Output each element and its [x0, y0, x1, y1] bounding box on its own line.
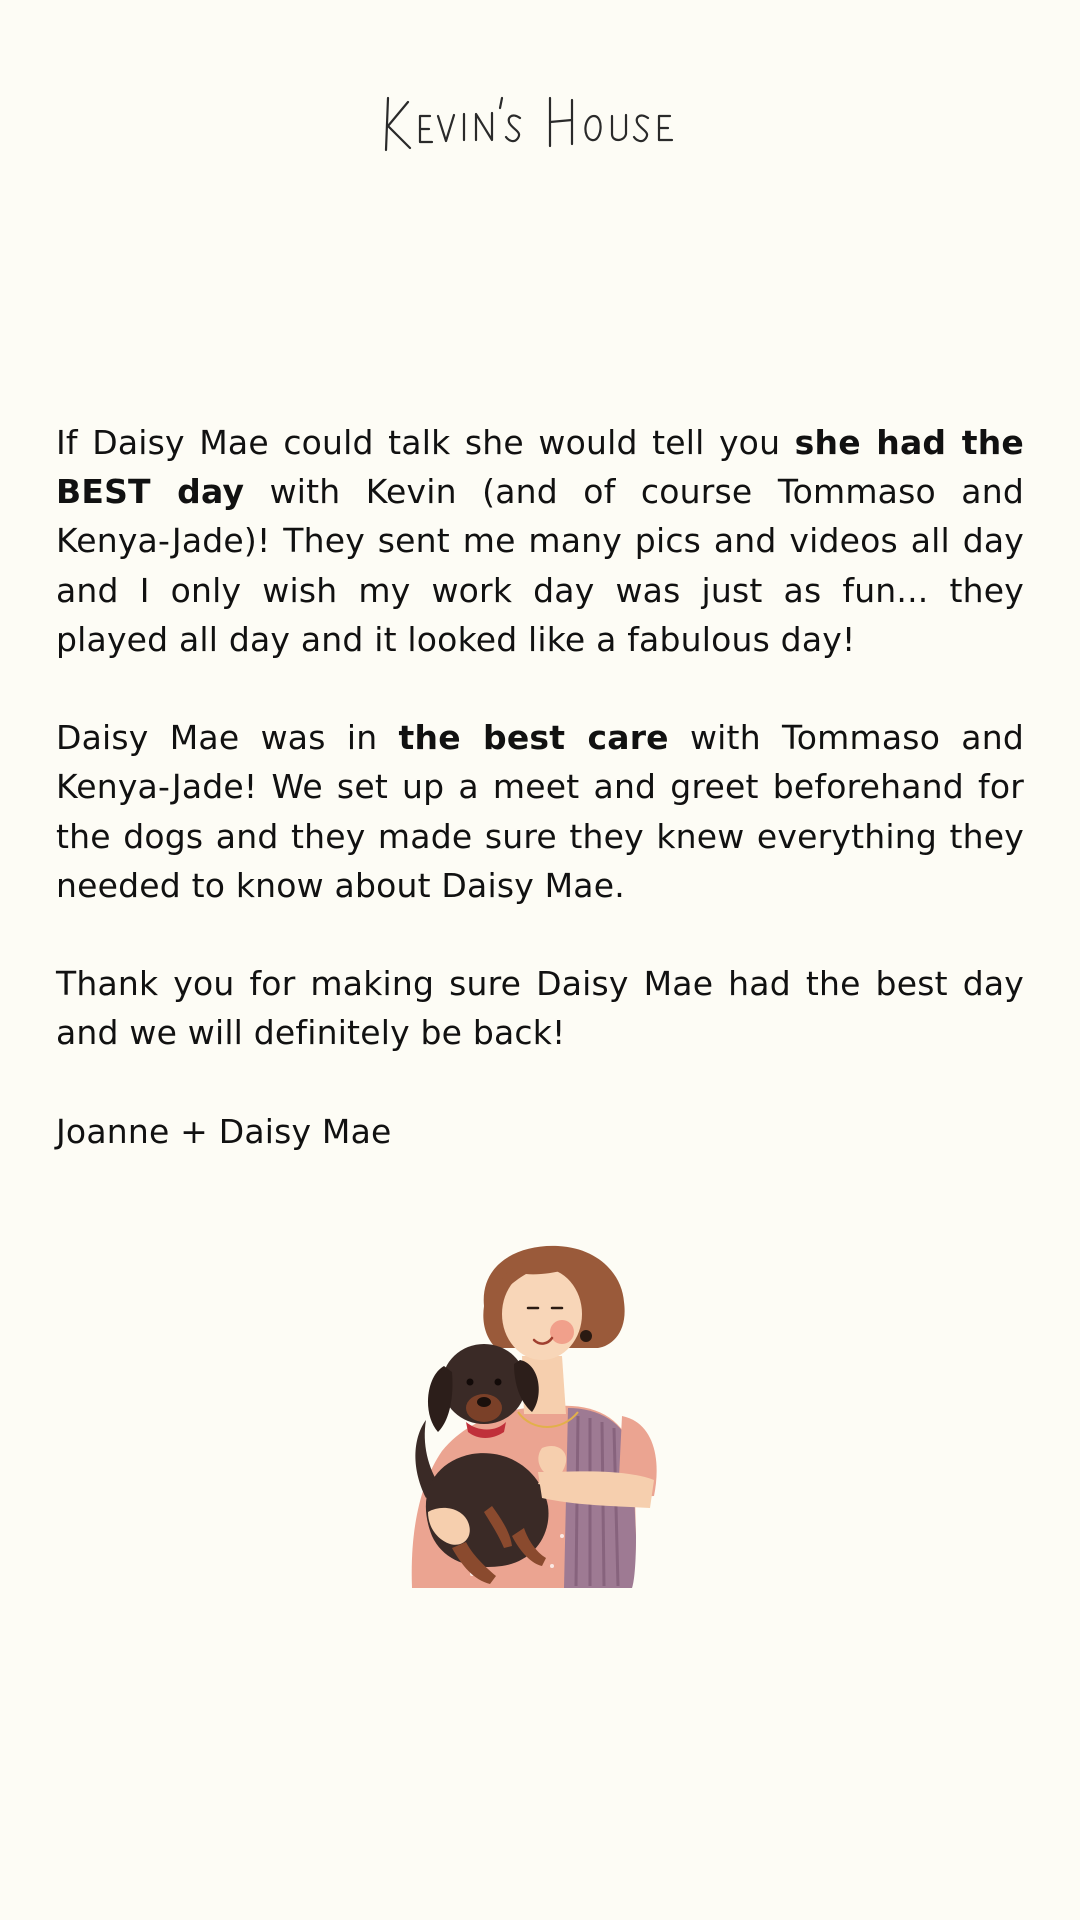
- testimonial-signature: Joanne + Daisy Mae: [56, 1111, 392, 1151]
- testimonial-paragraph-2: [56, 713, 1024, 910]
- site-logo[interactable]: [0, 78, 1080, 168]
- testimonial-paragraph-3: Thank you for making sure Daisy Mae had the best day and we will definitely be back!: [56, 964, 1024, 1053]
- paragraph-text: with Tommaso and Kenya-Jade! We set up a meet and greet beforehand for the dogs and they made sure they knew everything they needed to know about Daisy Mae.: [56, 718, 1024, 905]
- kevins-house-logo: [380, 78, 700, 158]
- paragraph-text: with Kevin (and of course Tommaso and Kenya-Jade)! They sent me many pics and videos all day and I only wish my work day was just as fun... they played all day and it looked like a fabulous day!: [56, 472, 1024, 659]
- paragraph-text: Daisy Mae was in: [56, 718, 399, 758]
- testimonial-paragraph-1: [56, 418, 1024, 664]
- woman-holding-dachshund-illustration: [392, 1236, 692, 1596]
- testimonial: [56, 418, 1024, 1205]
- highlight-text: she had the BEST day: [56, 423, 1024, 512]
- highlight-text: the best care: [398, 718, 669, 758]
- paragraph-text: If Daisy Mae could talk she would tell you: [56, 423, 795, 462]
